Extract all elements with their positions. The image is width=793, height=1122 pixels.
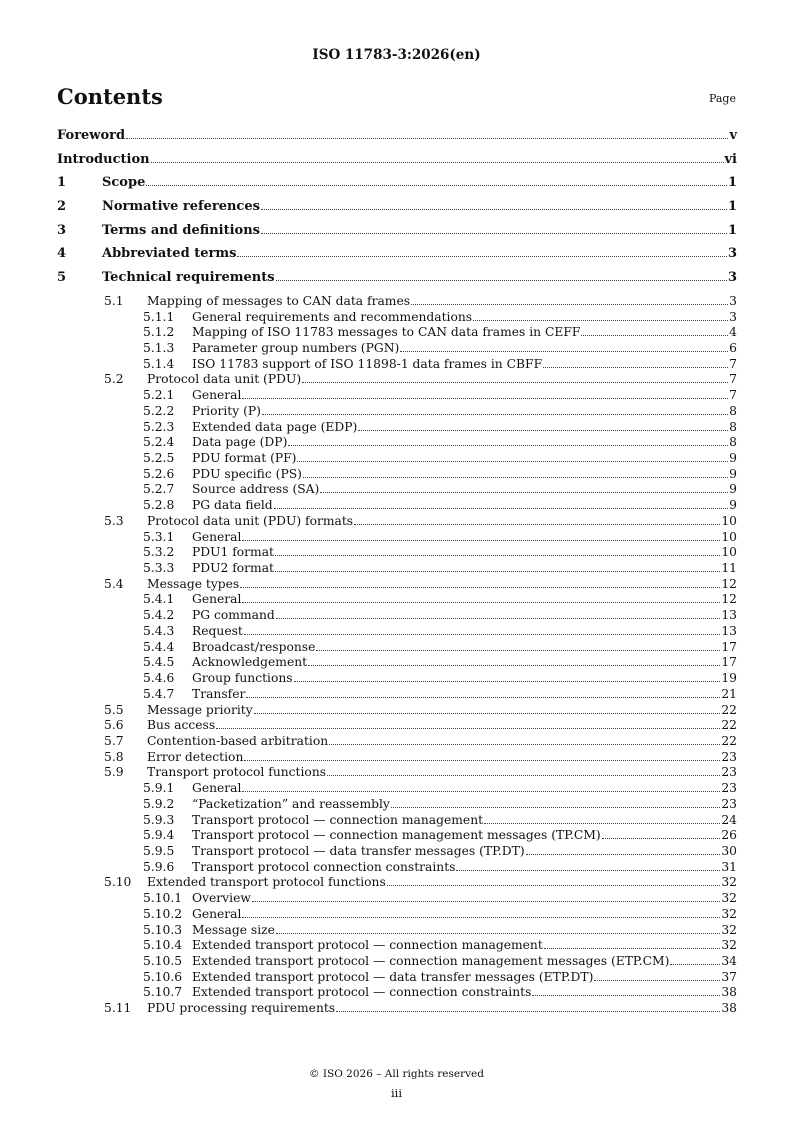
toc-entry-page: 3 — [727, 246, 737, 262]
toc-entry-page: 7 — [729, 356, 737, 371]
dot-leader — [216, 728, 720, 729]
toc-entry[interactable] — [57, 860, 737, 876]
toc-entry-page: 7 — [729, 372, 737, 387]
toc-entry-page: 10 — [721, 545, 737, 560]
toc-entry-page: 3 — [729, 309, 737, 324]
toc-entry-number: 5.10.4 — [143, 938, 183, 953]
toc-entry[interactable] — [57, 1001, 737, 1017]
toc-entry-page: 11 — [721, 561, 737, 576]
dot-leader — [329, 744, 720, 745]
toc-entry-title[interactable]: Transport protocol functions — [147, 765, 327, 780]
toc-entry-title[interactable]: Protocol data unit (PDU) formats — [147, 513, 354, 528]
toc-entry[interactable] — [57, 608, 737, 624]
toc-entry-page: 9 — [729, 451, 737, 465]
toc-entry[interactable] — [57, 655, 737, 671]
toc-entry-title[interactable]: Priority (P) — [192, 403, 261, 418]
toc-entry[interactable] — [57, 435, 737, 451]
toc-entry-page: 1 — [727, 222, 737, 238]
dot-leader — [146, 185, 727, 186]
toc-entry-page: 23 — [721, 796, 737, 811]
toc-entry-number: 5.7 — [104, 733, 124, 748]
toc-entry-number: 5.2.1 — [143, 388, 175, 403]
toc-entry-page: 23 — [721, 781, 737, 796]
dot-leader — [242, 917, 720, 918]
toc-entry-title[interactable]: Mapping of ISO 11783 messages to CAN data frames in CEFF — [192, 325, 581, 340]
toc-entry-number: 5.4.6 — [143, 671, 175, 686]
toc-entry[interactable] — [57, 970, 737, 986]
toc-entry[interactable] — [57, 357, 737, 373]
toc-entry[interactable] — [57, 561, 737, 577]
toc-entry-number: 5.9.4 — [143, 828, 175, 843]
toc-entry-number: 5.2.7 — [143, 482, 175, 497]
toc-entry-page: 34 — [721, 954, 737, 968]
dot-leader — [532, 995, 720, 996]
toc-entry-number: 5.1.3 — [143, 340, 175, 355]
toc-entry[interactable] — [57, 341, 737, 357]
toc-entry-number: 5.2.4 — [143, 435, 175, 450]
toc-entry-page: 38 — [721, 985, 737, 1000]
toc-entry-title[interactable]: PDU format (PF) — [192, 451, 297, 465]
dot-leader — [594, 980, 720, 981]
dot-leader — [242, 602, 720, 603]
toc-entry-number: 4 — [57, 246, 67, 262]
toc-entry-title[interactable]: Source address (SA) — [192, 482, 320, 497]
dot-leader — [303, 477, 728, 478]
toc-entry-number: 5.4.5 — [143, 655, 175, 670]
toc-entry-title[interactable]: PDU2 format — [192, 561, 274, 576]
toc-entry-page: 19 — [721, 671, 737, 686]
toc-entry-title[interactable]: Bus access — [147, 718, 216, 733]
toc-entry-title[interactable]: Extended transport protocol — data transfer messages (ETP.DT) — [192, 969, 594, 984]
toc-entry-page: 32 — [721, 891, 737, 906]
toc-entry-title[interactable]: Transfer — [192, 686, 246, 701]
toc-entry-number: 5.2.6 — [143, 466, 175, 481]
toc-entry-title[interactable]: Extended transport protocol — connection management — [192, 938, 543, 953]
toc-entry-title[interactable]: Transport protocol connection constraints — [192, 859, 456, 874]
toc-entry[interactable] — [57, 985, 737, 1001]
toc-entry[interactable] — [57, 954, 737, 970]
toc-entry-title[interactable]: PDU1 format — [192, 545, 274, 560]
toc-entry[interactable] — [57, 813, 737, 829]
dot-leader — [316, 650, 720, 651]
dot-leader — [484, 823, 720, 824]
toc-entry[interactable] — [57, 514, 737, 530]
toc-entry-title[interactable]: Technical requirements — [102, 270, 275, 286]
dot-leader — [126, 138, 728, 139]
toc-entry-title[interactable]: Introduction — [57, 151, 150, 167]
toc-entry[interactable] — [57, 750, 737, 766]
toc-entry-page: 4 — [729, 325, 737, 340]
toc-entry[interactable] — [57, 270, 737, 294]
toc-entry-page: 7 — [729, 388, 737, 403]
toc-entry-number: 5.2.2 — [143, 403, 175, 418]
toc-entry-number: 5.10.2 — [143, 906, 183, 921]
toc-entry-page: 21 — [721, 686, 737, 701]
toc-entry[interactable] — [57, 592, 737, 608]
toc-entry-title[interactable]: General — [192, 388, 242, 403]
toc-entry-title[interactable]: Normative references — [102, 199, 260, 215]
toc-entry-title[interactable]: General — [192, 592, 242, 607]
toc-entry-page: 26 — [721, 828, 737, 843]
toc-entry-page: 10 — [721, 513, 737, 528]
toc-entry-page: 9 — [729, 482, 737, 497]
toc-entry[interactable] — [57, 294, 737, 310]
toc-entry[interactable] — [57, 624, 737, 640]
toc-entry-page: 32 — [721, 938, 737, 953]
toc-entry-title[interactable]: PDU processing requirements — [147, 1001, 336, 1016]
toc-entry-number: 5.4.3 — [143, 623, 175, 638]
toc-entry-page: vi — [724, 151, 737, 167]
toc-entry-page: 8 — [729, 419, 737, 434]
toc-entry-number: 2 — [57, 199, 67, 215]
dot-leader — [276, 933, 720, 934]
dot-leader — [336, 1011, 720, 1012]
dot-leader — [391, 807, 720, 808]
dot-leader — [320, 492, 728, 493]
dot-leader — [297, 461, 728, 462]
dot-leader — [308, 665, 720, 666]
toc-entry-title[interactable]: Message types — [147, 576, 240, 591]
toc-entry-number: 5.9.1 — [143, 781, 175, 796]
toc-entry-title[interactable]: Mapping of messages to CAN data frames — [147, 293, 411, 308]
toc-entry-number: 3 — [57, 222, 67, 238]
toc-entry-title[interactable]: Transport protocol — connection management messages (TP.CM) — [192, 828, 601, 843]
toc-entry-page: 13 — [721, 623, 737, 638]
toc-entry-page: 32 — [721, 906, 737, 921]
dot-leader — [274, 508, 728, 509]
toc-entry-number: 5.3.2 — [143, 545, 175, 560]
toc-entry[interactable] — [57, 530, 737, 546]
toc-entry-page: 32 — [721, 875, 737, 890]
dot-leader — [400, 351, 728, 352]
toc-entry-number: 1 — [57, 175, 67, 191]
dot-leader — [358, 430, 728, 431]
toc-entry-number: 5.4 — [104, 576, 124, 591]
toc-entry-page: 3 — [727, 270, 737, 286]
toc-entry-title[interactable]: Extended data page (EDP) — [192, 419, 358, 434]
toc-entry[interactable] — [57, 420, 737, 436]
toc-entry-title[interactable]: Scope — [102, 175, 146, 191]
toc-entry-number: 5.3 — [104, 513, 124, 528]
dot-leader — [244, 760, 720, 761]
dot-leader — [242, 398, 728, 399]
toc-entry[interactable] — [57, 246, 737, 270]
toc-entry-page: 31 — [721, 859, 737, 874]
dot-leader — [237, 256, 727, 257]
toc-entry-title[interactable]: Request — [192, 623, 243, 638]
toc-entry-page: 17 — [721, 655, 737, 670]
toc-entry-number: 5.1.4 — [143, 356, 175, 371]
toc-entry-number: 5.2.8 — [143, 498, 175, 513]
toc-entry[interactable] — [57, 372, 737, 388]
toc-entry[interactable] — [57, 223, 737, 247]
dot-leader — [242, 540, 720, 541]
toc-entry[interactable] — [57, 718, 737, 734]
toc-entry-page: 9 — [729, 466, 737, 481]
dot-leader — [327, 775, 720, 776]
toc-entry-page: 17 — [721, 639, 737, 654]
dot-leader — [244, 634, 720, 635]
toc-entry-number: 5 — [57, 270, 67, 286]
toc-entry-number: 5.3.3 — [143, 561, 175, 576]
dot-leader — [670, 964, 720, 965]
dot-leader — [254, 713, 721, 714]
toc-entry-number: 5.10 — [104, 875, 132, 890]
toc-entry[interactable] — [57, 907, 737, 923]
toc-entry-page: 8 — [729, 403, 737, 418]
toc-entry-page: 22 — [721, 733, 737, 748]
toc-entry[interactable] — [57, 498, 737, 514]
toc-entry[interactable] — [57, 781, 737, 797]
toc-entry[interactable] — [57, 828, 737, 844]
toc-entry-number: 5.2.5 — [143, 451, 175, 465]
copyright-footer: © ISO 2026 – All rights reserved — [309, 1068, 484, 1080]
document-header: ISO 11783-3:2026(en) — [312, 47, 481, 63]
toc-entry-title[interactable]: Transport protocol — connection management — [192, 812, 484, 827]
toc-entry[interactable] — [57, 734, 737, 750]
toc-entry[interactable] — [57, 451, 737, 467]
page-column-label: Page — [708, 92, 736, 105]
toc-entry-number: 5.3.1 — [143, 529, 175, 544]
toc-entry-title[interactable]: PG data field — [192, 498, 273, 513]
dot-leader — [276, 618, 721, 619]
dot-leader — [262, 414, 728, 415]
dot-leader — [275, 571, 720, 572]
toc-entry-title[interactable]: Error detection — [147, 749, 244, 764]
toc-entry-title[interactable]: Extended transport protocol functions — [147, 875, 386, 890]
toc-entry-title[interactable]: General — [192, 906, 242, 921]
dot-leader — [387, 885, 721, 886]
dot-leader — [240, 587, 720, 588]
dot-leader — [288, 445, 728, 446]
toc-entry[interactable] — [57, 938, 737, 954]
toc-entry-page: v — [729, 128, 737, 143]
dot-leader — [261, 209, 727, 210]
toc-entry-title[interactable]: PG command — [192, 608, 275, 623]
toc-entry-title[interactable]: Overview — [192, 891, 251, 906]
toc-entry[interactable] — [57, 404, 737, 420]
dot-leader — [526, 854, 721, 855]
contents-title: Contents — [57, 84, 163, 109]
toc-entry[interactable] — [57, 765, 737, 781]
toc-entry-title[interactable]: General requirements and recommendations — [192, 309, 473, 324]
toc-entry-title[interactable]: Message priority — [147, 702, 253, 717]
toc-entry-number: 5.2.3 — [143, 419, 175, 434]
dot-leader — [302, 382, 728, 383]
toc-entry-number: 5.1 — [104, 293, 124, 308]
dot-leader — [543, 367, 728, 368]
toc-entry-number: 5.9.5 — [143, 843, 175, 858]
toc-entry-page: 38 — [721, 1001, 737, 1016]
toc-entry[interactable] — [57, 844, 737, 860]
toc-entry[interactable] — [57, 577, 737, 593]
toc-entry[interactable] — [57, 875, 737, 891]
toc-entry-number: 5.9 — [104, 765, 124, 780]
toc-entry-page: 12 — [721, 576, 737, 591]
toc-entry[interactable] — [57, 310, 737, 326]
toc-entry[interactable] — [57, 482, 737, 498]
toc-entry-page: 1 — [727, 199, 737, 215]
toc-entry-number: 5.10.3 — [143, 922, 183, 937]
dot-leader — [581, 335, 728, 336]
toc-entry[interactable] — [57, 640, 737, 656]
dot-leader — [275, 555, 720, 556]
dot-leader — [544, 948, 721, 949]
toc-entry-title[interactable]: Foreword — [57, 128, 126, 143]
dot-leader — [246, 697, 720, 698]
toc-entry[interactable] — [57, 128, 737, 152]
toc-entry-number: 5.1.1 — [143, 309, 175, 324]
dot-leader — [261, 233, 727, 234]
toc-entry-page: 6 — [729, 340, 737, 355]
toc-entry-title[interactable]: Message size — [192, 922, 275, 937]
toc-entry[interactable] — [57, 797, 737, 813]
toc-entry-page: 12 — [721, 592, 737, 607]
toc-entry-title[interactable]: Broadcast/response — [192, 639, 316, 654]
toc-entry[interactable] — [57, 671, 737, 687]
dot-leader — [602, 838, 721, 839]
toc-entry-page: 13 — [721, 608, 737, 623]
toc-entry-number: 5.4.4 — [143, 639, 175, 654]
toc-entry-title[interactable]: Terms and definitions — [102, 222, 260, 238]
toc-entry-number: 5.6 — [104, 718, 124, 733]
toc-entry-title[interactable]: Extended transport protocol — connection constraints — [192, 985, 532, 1000]
toc-entry-number: 5.4.1 — [143, 592, 175, 607]
toc-entry-page: 22 — [721, 702, 737, 717]
toc-entry[interactable] — [57, 891, 737, 907]
toc-entry-number: 5.5 — [104, 702, 124, 717]
toc-entry[interactable] — [57, 467, 737, 483]
toc-entry-number: 5.10.5 — [143, 954, 183, 968]
dot-leader — [151, 162, 724, 163]
toc-entry-title[interactable]: Extended transport protocol — connection management messages (ETP.CM) — [192, 954, 670, 968]
toc-entry-number: 5.10.7 — [143, 985, 183, 1000]
toc-entry-page: 32 — [721, 922, 737, 937]
toc-entry-page: 8 — [729, 435, 737, 450]
toc-entry-title[interactable]: Contention-based arbitration — [147, 733, 329, 748]
toc-entry-title[interactable]: Protocol data unit (PDU) — [147, 372, 302, 387]
toc-entry[interactable] — [57, 175, 737, 199]
toc-entry-title[interactable]: Transport protocol — data transfer messages (TP.DT) — [192, 843, 525, 858]
toc-entry-title[interactable]: Abbreviated terms — [102, 246, 237, 262]
dot-leader — [294, 681, 721, 682]
toc-entry-title[interactable]: Parameter group numbers (PGN) — [192, 340, 400, 355]
dot-leader — [276, 280, 727, 281]
toc-entry-page: 22 — [721, 718, 737, 733]
toc-entry-number: 5.4.7 — [143, 686, 175, 701]
toc-entry-page: 23 — [721, 749, 737, 764]
toc-entry-page: 10 — [721, 529, 737, 544]
toc-entry-title[interactable]: Data page (DP) — [192, 435, 288, 450]
toc-entry-number: 5.9.2 — [143, 796, 175, 811]
page-number: iii — [390, 1086, 403, 1100]
toc-entry-title[interactable]: General — [192, 781, 242, 796]
toc-entry[interactable] — [57, 152, 737, 176]
toc-entry-number: 5.8 — [104, 749, 124, 764]
dot-leader — [354, 524, 720, 525]
toc-entry-page: 23 — [721, 765, 737, 780]
dot-leader — [242, 791, 720, 792]
toc-entry[interactable] — [57, 199, 737, 223]
toc-entry[interactable] — [57, 923, 737, 939]
toc-entry-page: 30 — [721, 843, 737, 858]
toc-entry[interactable] — [57, 325, 737, 341]
toc-entry-title[interactable]: “Packetization” and reassembly — [192, 796, 390, 811]
toc-entry-number: 5.11 — [104, 1001, 132, 1016]
toc-entry-number: 5.1.2 — [143, 325, 175, 340]
toc-entry[interactable] — [57, 687, 737, 703]
toc-entry-number: 5.9.3 — [143, 812, 175, 827]
table-of-contents — [57, 128, 737, 1017]
toc-entry[interactable] — [57, 703, 737, 719]
toc-entry-number: 5.2 — [104, 372, 124, 387]
toc-entry-title[interactable]: Acknowledgement — [192, 655, 308, 670]
toc-entry-title[interactable]: PDU specific (PS) — [192, 466, 302, 481]
toc-entry-title[interactable]: General — [192, 529, 242, 544]
toc-entry-page: 37 — [721, 969, 737, 984]
toc-entry-page: 3 — [729, 293, 737, 308]
dot-leader — [456, 870, 720, 871]
toc-entry-number: 5.10.1 — [143, 891, 183, 906]
toc-entry-page: 1 — [727, 175, 737, 191]
toc-entry-page: 9 — [729, 498, 737, 513]
toc-entry-page: 24 — [721, 812, 737, 827]
toc-entry-number: 5.4.2 — [143, 608, 175, 623]
toc-entry-number: 5.10.6 — [143, 969, 183, 984]
dot-leader — [252, 901, 720, 902]
toc-entry-title[interactable]: ISO 11783 support of ISO 11898-1 data frames in CBFF — [192, 356, 543, 371]
toc-entry-title[interactable]: Group functions — [192, 671, 293, 686]
dot-leader — [411, 304, 728, 305]
toc-entry-number: 5.9.6 — [143, 859, 175, 874]
dot-leader — [473, 320, 728, 321]
toc-entry[interactable] — [57, 388, 737, 404]
toc-entry[interactable] — [57, 545, 737, 561]
